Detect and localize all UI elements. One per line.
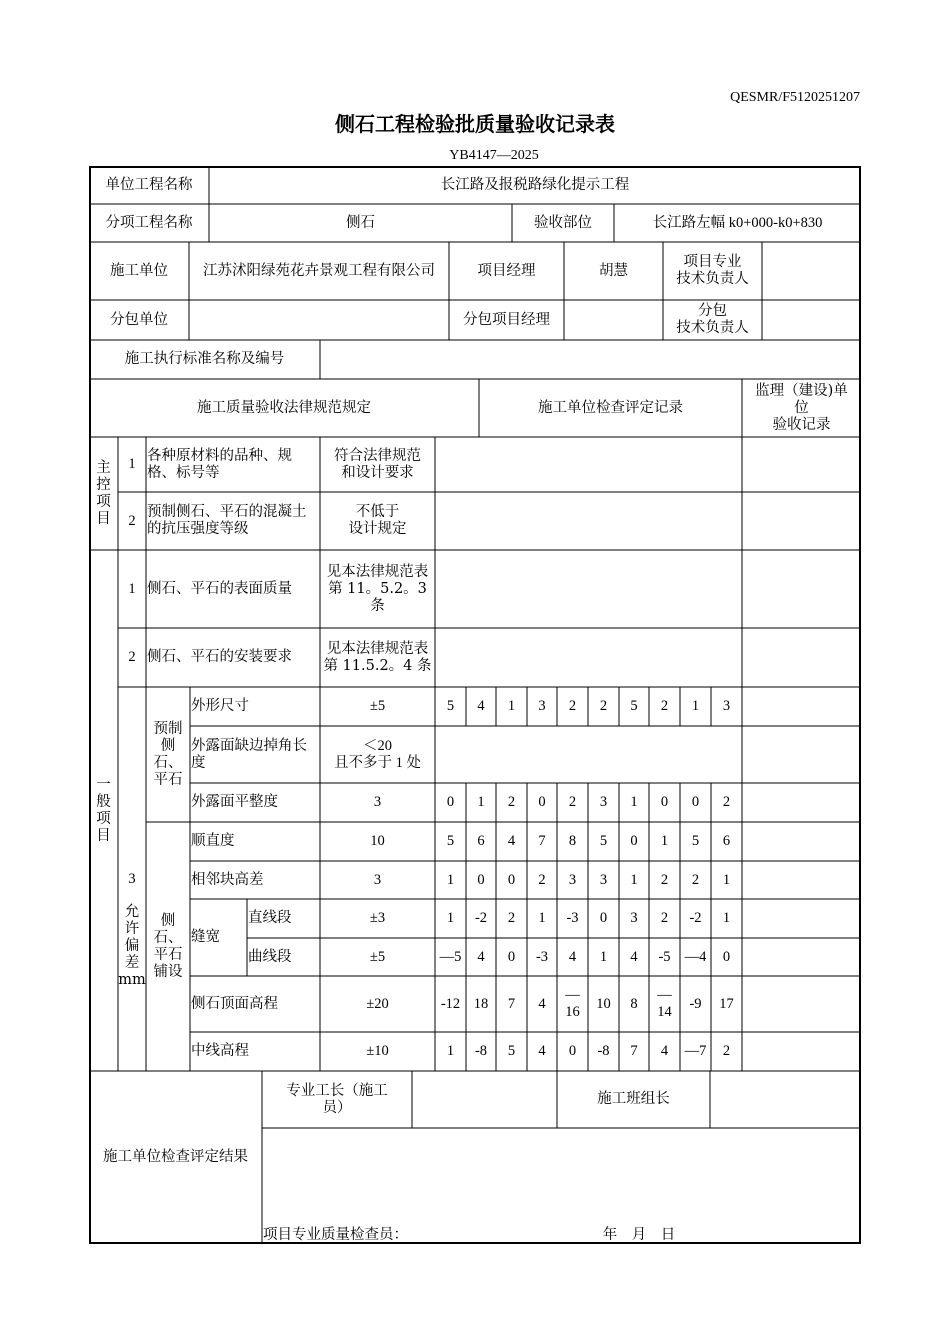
main-item-2-req (320, 492, 435, 550)
measurement-cell-text: 2 (568, 794, 577, 810)
measurement-cell-text: 1 (477, 794, 485, 810)
measurement-cell-text: 0 (477, 871, 485, 888)
sub-pm-label (449, 300, 564, 340)
measurement-cell-text: 5 (691, 833, 700, 849)
tolerance-row-3-req (320, 783, 435, 822)
main-item-1-no-text: 1 (128, 456, 136, 472)
inspector-label-text: 项目专业质量检查员： (263, 1227, 408, 1243)
measurement-cell-text: 1 (446, 1043, 455, 1059)
measurement-cell (711, 899, 742, 938)
measurement-cell-text: 0 (630, 833, 638, 849)
inspection-part-value-text: 长江路左幅 k0+000-k0+830 (652, 214, 823, 231)
measurement-cell-text: 1 (538, 910, 546, 926)
unit-project-label (89, 166, 209, 204)
laying-label (146, 822, 190, 1071)
tolerance-row-1-req-text: ±5 (369, 698, 386, 714)
inspection-part-label-text: 验收部位 (534, 214, 592, 231)
measurement-cell-text: 10 (596, 995, 611, 1012)
contractor-value (189, 242, 449, 300)
measurement-cell-text: 7 (507, 995, 516, 1012)
measurement-cell (557, 1032, 588, 1071)
measurement-cell (496, 938, 527, 976)
measurement-cell-text: 1 (446, 910, 455, 926)
measurement-cell-text: 1 (691, 698, 700, 714)
measurement-cell (527, 899, 557, 938)
measurement-cell (649, 899, 680, 938)
measurement-cell (588, 899, 619, 938)
tolerance-row-4-req-text: 10 (370, 833, 385, 849)
measurement-cell-text: 2 (660, 871, 669, 888)
measurement-cell (680, 938, 711, 976)
general-item-1-no-text: 1 (128, 580, 136, 597)
record-column-header (479, 379, 742, 437)
tolerance-row-7-req (320, 938, 435, 976)
allowance-label (118, 822, 146, 1071)
measurement-cell (711, 1032, 742, 1071)
measurement-cell-text: 2 (722, 1043, 731, 1059)
sub-tech-lead-label-text: 分包 技术负责人 (676, 303, 749, 336)
measurement-cell (711, 822, 742, 861)
measurement-cell-text: 6 (477, 833, 485, 849)
exec-standard-label (89, 340, 320, 379)
measurement-cell (527, 1032, 557, 1071)
measurement-cell-text: 3 (568, 871, 577, 888)
measurement-cell (619, 899, 649, 938)
measurement-cell (435, 938, 466, 976)
measurement-cell-text: — 16 (565, 987, 580, 1020)
main-item-1-no (118, 437, 146, 492)
spec-column-header-text: 施工质量验收法律规范规定 (197, 399, 371, 416)
measurement-cell (496, 976, 527, 1032)
measurement-cell-text: 0 (507, 948, 516, 965)
measurement-cell (466, 822, 496, 861)
measurement-cell (711, 976, 742, 1032)
measurement-cell (496, 861, 527, 899)
joint-width-label (190, 899, 247, 976)
date-label (569, 1128, 709, 1244)
main-item-2-name (146, 492, 320, 550)
tolerance-row-1-name (190, 687, 320, 726)
measurement-cell (588, 976, 619, 1032)
main-item-1-req (320, 437, 435, 492)
spec-column-header (89, 379, 479, 437)
measurement-cell (435, 783, 466, 822)
measurement-cell (466, 861, 496, 899)
general-item-2-no (118, 628, 146, 687)
measurement-cell-text: 5 (507, 1043, 516, 1059)
measurement-cell-text: 7 (538, 833, 546, 849)
contractor-label (89, 242, 189, 300)
exec-standard-label-text: 施工执行标准名称及编号 (124, 351, 285, 367)
tolerance-row-6-req (320, 899, 435, 938)
result-label (89, 1071, 262, 1244)
measurement-cell (435, 687, 466, 726)
measurement-cell-text: 4 (660, 1043, 669, 1059)
general-items-label-text: 一 般 项 目 (96, 776, 111, 844)
measurement-cell (527, 822, 557, 861)
measurement-cell (649, 783, 680, 822)
measurement-cell-text: 2 (538, 871, 546, 888)
main-item-2-no (118, 492, 146, 550)
tolerance-row-5-name-text: 相邻块高差 (191, 871, 264, 888)
main-control-label-text: 主 控 项 目 (96, 459, 111, 527)
tolerance-row-3-req-text: 3 (373, 794, 382, 810)
tolerance-row-2-req-text: ＜20 且不多于 1 处 (334, 737, 421, 771)
measurement-cell-text: 0 (691, 794, 700, 810)
measurement-cell (588, 938, 619, 976)
result-label-text: 施工单位检查评定结果 (103, 1149, 248, 1165)
project-manager-value-text: 胡慧 (599, 262, 628, 279)
measurement-cell (527, 861, 557, 899)
measurement-cell (588, 861, 619, 899)
measurement-cell (649, 1032, 680, 1071)
tolerance-row-2-name (190, 726, 320, 783)
tolerance-row-2-name-text: 外露面缺边掉角长度 (191, 737, 307, 771)
prefab-curb-label-text: 预制 侧 石、 平石 (153, 720, 183, 788)
tolerance-row-1-req (320, 687, 435, 726)
measurement-cell (588, 822, 619, 861)
tolerance-row-9-req-text: ±10 (366, 1043, 389, 1059)
subcontractor-label-text: 分包单位 (110, 311, 168, 328)
measurement-cell (557, 822, 588, 861)
sub-project-value (209, 204, 512, 242)
measurement-cell-text: 4 (538, 995, 546, 1012)
measurement-cell (466, 1032, 496, 1071)
measurement-cell (680, 1032, 711, 1071)
measurement-cell-text: 1 (507, 698, 516, 714)
general-item-1-no (118, 550, 146, 628)
subcontractor-label (89, 300, 189, 340)
tolerance-row-9-name (190, 1032, 320, 1071)
measurement-cell-text: —4 (684, 948, 707, 965)
measurement-cell-text: —7 (684, 1043, 707, 1059)
tolerance-row-7-req-text: ±5 (369, 948, 386, 965)
tolerance-row-4-name (190, 822, 320, 861)
measurement-cell (588, 783, 619, 822)
measurement-cell-text: 0 (538, 794, 546, 810)
main-item-1-name (146, 437, 320, 492)
project-manager-label-text: 项目经理 (477, 262, 536, 279)
supervisor-column-header (742, 379, 861, 437)
main-item-2-req-text: 不低于 设计规定 (348, 504, 407, 537)
date-label-text: 年 月 日 (602, 1227, 676, 1243)
measurement-cell-text: 2 (691, 871, 700, 888)
main-item-2-no-text: 2 (128, 512, 136, 529)
sub-pm-label-text: 分包项目经理 (463, 311, 550, 328)
measurement-cell-text: 2 (599, 698, 608, 714)
measurement-cell-text: -3 (566, 910, 579, 926)
measurement-cell (496, 687, 527, 726)
document-code: QESMR/F5120251207 (730, 90, 860, 105)
measurement-cell (680, 822, 711, 861)
tolerance-row-5-name (190, 861, 320, 899)
foreman-label-text: 专业工长（施工 员） (286, 1082, 388, 1116)
tolerance-row-5-req-text: 3 (373, 871, 382, 888)
measurement-cell (619, 976, 649, 1032)
measurement-cell-text: 2 (660, 910, 669, 926)
tolerance-row-8-req-text: ±20 (366, 995, 389, 1012)
measurement-cell-text: 1 (722, 910, 731, 926)
tolerance-row-6-name (247, 899, 320, 938)
measurement-cell (496, 822, 527, 861)
measurement-cell (588, 1032, 619, 1071)
project-manager-value (564, 242, 663, 300)
general-items-label (89, 550, 118, 1071)
general-item-2-name (146, 628, 320, 687)
measurement-cell-text: 18 (473, 995, 489, 1012)
prefab-curb-label (146, 687, 190, 822)
measurement-cell-text: -8 (597, 1043, 610, 1059)
tolerance-row-9-req (320, 1032, 435, 1071)
measurement-cell (680, 783, 711, 822)
tolerance-row-8-name (190, 976, 320, 1032)
measurement-cell-text: 1 (722, 871, 731, 888)
measurement-cell (466, 899, 496, 938)
measurement-cell-text: 0 (660, 794, 669, 810)
sub-project-label-text: 分项工程名称 (105, 214, 193, 231)
inspector-label (262, 1128, 569, 1244)
supervisor-column-header-text: 监理（建设)单 位 验收记录 (755, 382, 848, 433)
contractor-label-text: 施工单位 (110, 262, 168, 279)
measurement-cell-text: 1 (660, 833, 669, 849)
measurement-cell-text: -2 (689, 910, 702, 926)
measurement-cell (680, 687, 711, 726)
measurement-cell (557, 861, 588, 899)
measurement-cell (496, 899, 527, 938)
team-leader-label-text: 施工班组长 (597, 1091, 670, 1107)
measurement-cell (711, 687, 742, 726)
measurement-cell-text: 0 (568, 1043, 577, 1059)
measurement-cell (435, 822, 466, 861)
unit-project-value (209, 166, 861, 204)
measurement-cell-text: 0 (446, 794, 455, 810)
measurement-cell-text: -2 (474, 910, 488, 926)
tech-lead-label (663, 242, 762, 300)
project-manager-label (449, 242, 564, 300)
general-item-2-name-text: 侧石、平石的安装要求 (147, 649, 292, 665)
general-item-1-name (146, 550, 320, 628)
measurement-cell-text: 3 (722, 698, 731, 714)
tolerance-row-1-name-text: 外形尺寸 (191, 698, 249, 714)
tolerance-row-6-name-text: 直线段 (248, 910, 292, 926)
measurement-cell-text: 5 (446, 833, 455, 849)
measurement-cell-text: -8 (474, 1043, 488, 1059)
measurement-cell (557, 783, 588, 822)
measurement-cell-text: 3 (599, 794, 608, 810)
tolerance-row-4-name-text: 顺直度 (191, 833, 235, 849)
tolerance-row-3-name (190, 783, 320, 822)
measurement-cell (527, 938, 557, 976)
record-column-header-text: 施工单位检查评定记录 (538, 399, 683, 416)
joint-width-label-text: 缝宽 (191, 929, 220, 945)
tolerance-row-2-req (320, 726, 435, 783)
unit-project-value-text: 长江路及报税路绿化提示工程 (440, 176, 630, 193)
measurement-cell-text: 5 (630, 698, 638, 714)
measurement-cell-text: 0 (507, 871, 516, 888)
main-item-1-name-text: 各种原材料的品种、规格、标号等 (147, 447, 292, 481)
measurement-cell (588, 687, 619, 726)
foreman-label (262, 1071, 412, 1128)
allowance-label-text: 允 许 偏 差 mm (118, 904, 146, 988)
measurement-cell (466, 938, 496, 976)
unit-project-label-text: 单位工程名称 (105, 176, 193, 193)
measurement-cell (619, 1032, 649, 1071)
measurement-cell (619, 783, 649, 822)
laying-label-text: 侧 石、 平石 铺设 (153, 912, 183, 980)
measurement-cell (557, 976, 588, 1032)
inspection-part-label (512, 204, 614, 242)
measurement-cell-text: 2 (722, 794, 731, 810)
general-item-1-name-text: 侧石、平石的表面质量 (147, 580, 292, 597)
measurement-cell-text: 8 (568, 833, 577, 849)
sub-project-value-text: 侧石 (346, 214, 375, 231)
measurement-cell-text: 5 (599, 833, 608, 849)
measurement-cell (619, 687, 649, 726)
tolerance-row-4-req (320, 822, 435, 861)
measurement-cell (557, 899, 588, 938)
measurement-cell-text: 3 (630, 910, 638, 926)
measurement-cell (466, 687, 496, 726)
measurement-cell (711, 783, 742, 822)
measurement-cell-text: —5 (439, 948, 462, 965)
tech-lead-label-text: 项目专业 技术负责人 (676, 254, 749, 287)
measurement-cell (619, 861, 649, 899)
measurement-cell (557, 687, 588, 726)
contractor-value-text: 江苏沭阳绿苑花卉景观工程有限公司 (203, 262, 435, 279)
measurement-cell-text: 2 (507, 910, 516, 926)
measurement-cell-text: -12 (440, 995, 461, 1012)
measurement-cell-text: 1 (630, 871, 638, 888)
measurement-cell (435, 899, 466, 938)
measurement-cell (649, 687, 680, 726)
tolerance-row-5-req (320, 861, 435, 899)
measurement-cell-text: 5 (446, 698, 455, 714)
measurement-cell (649, 822, 680, 861)
measurement-cell-text: 2 (568, 698, 577, 714)
measurement-cell-text: 8 (630, 995, 638, 1012)
measurement-cell-text: 4 (630, 948, 638, 965)
main-control-label (89, 437, 118, 550)
general-item-1-req-text: 见本法律规范表 第 11。5.2。3 条 (326, 563, 429, 614)
measurement-cell-text: -9 (689, 995, 702, 1012)
measurement-cell (649, 976, 680, 1032)
measurement-cell-text: 7 (630, 1043, 638, 1059)
measurement-cell-text: 1 (446, 871, 455, 888)
measurement-cell (435, 861, 466, 899)
measurement-cell-text: 1 (599, 948, 608, 965)
measurement-cell (649, 861, 680, 899)
measurement-cell-text: 3 (538, 698, 546, 714)
tolerance-row-9-name-text: 中线高程 (191, 1043, 249, 1059)
measurement-cell-text: 4 (507, 833, 516, 849)
measurement-cell-text: — 14 (657, 987, 672, 1020)
measurement-cell-text: 17 (719, 995, 734, 1012)
measurement-cell (619, 938, 649, 976)
measurement-cell-text: 0 (722, 948, 731, 965)
measurement-cell (619, 822, 649, 861)
team-leader-label (557, 1071, 710, 1128)
tolerance-row-8-req (320, 976, 435, 1032)
main-item-2-name-text: 预制侧石、平石的混凝土的抗压强度等级 (147, 504, 307, 537)
measurement-cell-text: 0 (599, 910, 608, 926)
measurement-cell-text: 4 (477, 948, 485, 965)
measurement-cell (435, 976, 466, 1032)
measurement-cell-text: 6 (722, 833, 731, 849)
main-item-1-req-text: 符合法律规范 和设计要求 (334, 447, 421, 481)
measurement-cell (680, 861, 711, 899)
measurement-cell (466, 783, 496, 822)
standard-number: YB4147—2025 (449, 148, 539, 163)
measurement-cell (527, 687, 557, 726)
tolerance-row-3-name-text: 外露面平整度 (191, 794, 278, 810)
measurement-cell (527, 976, 557, 1032)
measurement-cell (680, 976, 711, 1032)
measurement-cell (649, 938, 680, 976)
measurement-cell-text: -5 (658, 948, 671, 965)
measurement-cell (711, 861, 742, 899)
measurement-cell-text: 4 (568, 948, 577, 965)
tolerance-row-8-name-text: 侧石顶面高程 (191, 995, 278, 1012)
general-item-3-no-text: 3 (128, 870, 136, 887)
general-item-2-req (320, 628, 435, 687)
measurement-cell-text: 2 (660, 698, 669, 714)
inspection-record-table (89, 166, 861, 1244)
tolerance-row-7-name (247, 938, 320, 976)
page-title: 侧石工程检验批质量验收记录表 (335, 112, 615, 136)
measurement-cell (557, 938, 588, 976)
measurement-cell (435, 1032, 466, 1071)
measurement-cell-text: 1 (630, 794, 638, 810)
measurement-cell-text: 4 (477, 698, 485, 714)
measurement-cell (527, 783, 557, 822)
sub-tech-lead-label (663, 300, 762, 340)
measurement-cell-text: -3 (535, 948, 549, 965)
tolerance-row-6-req-text: ±3 (369, 910, 386, 926)
measurement-cell (466, 976, 496, 1032)
general-item-2-req-text: 见本法律规范表 第 11.5.2。4 条 (323, 640, 432, 674)
measurement-cell-text: 3 (599, 871, 608, 888)
measurement-cell-text: 2 (507, 794, 516, 810)
sub-project-label (89, 204, 209, 242)
general-item-1-req (320, 550, 435, 628)
inspection-part-value (614, 204, 861, 242)
measurement-cell (680, 899, 711, 938)
measurement-cell (711, 938, 742, 976)
measurement-cell (496, 783, 527, 822)
measurement-cell (496, 1032, 527, 1071)
tolerance-row-7-name-text: 曲线段 (248, 948, 292, 965)
measurement-cell-text: 4 (538, 1043, 546, 1059)
general-item-2-no-text: 2 (128, 649, 136, 665)
